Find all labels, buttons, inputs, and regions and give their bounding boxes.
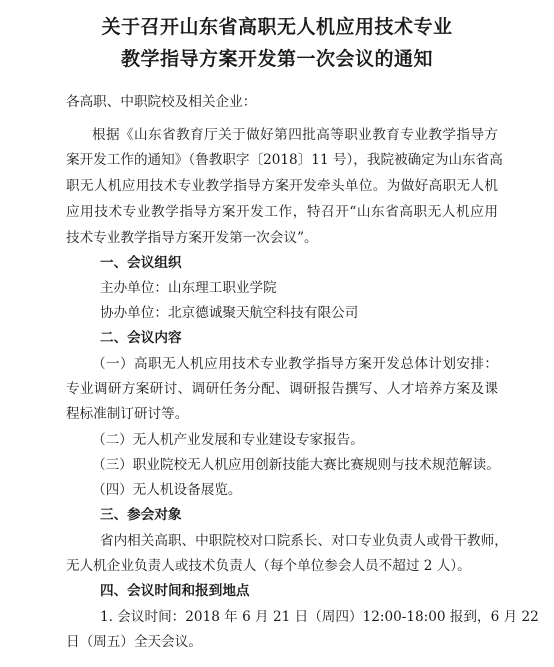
notice-title-line-2: 教学指导方案开发第一次会议的通知: [120, 48, 433, 70]
intro-line-2: 案开发工作的通知》（鲁教职字〔2018〕11 号），我院被确定为山东省高: [66, 152, 503, 168]
section-heading-time-place: 四、会议时间和报到地点: [100, 583, 250, 599]
content-item-3: （三）职业院校无人机应用创新技能大赛比赛规则与技术规范解读。: [92, 457, 500, 473]
salutation: 各高职、中职院校及相关企业：: [66, 94, 257, 110]
section-heading-content: 二、会议内容: [100, 330, 182, 346]
content-item-4: （四）无人机设备展览。: [92, 482, 242, 498]
attendees-line-2: 无人机企业负责人或技术负责人（每个单位参会人员不超过 2 人）。: [66, 558, 471, 574]
meeting-time-line-2: 日（周五）全天会议。: [66, 634, 202, 650]
section-heading-organization: 一、会议组织: [100, 255, 182, 271]
attendees-line-1: 省内相关高职、中职院校对口院系长、对口专业负责人或骨干教师，: [100, 533, 508, 549]
meeting-time-line-1: 1. 会议时间：2018 年 6 月 21 日（周四）12:00-18:00 报到，6 月 22: [100, 609, 539, 625]
co-host-unit: 协办单位：北京德诚聚天航空科技有限公司: [100, 305, 359, 321]
intro-line-1: 根据《山东省教育厅关于做好第四批高等职业教育专业教学指导方: [92, 127, 498, 143]
intro-line-4: 应用技术专业教学指导方案开发工作，特召开“山东省高职无人机应用: [66, 204, 498, 220]
section-heading-attendees: 三、参会对象: [100, 507, 182, 523]
notice-title-line-1: 关于召开山东省高职无人机应用技术专业: [101, 16, 453, 38]
content-item-1-line-3: 程标准制订研讨等。: [66, 406, 189, 422]
content-item-1-line-2: 专业调研方案研讨、调研任务分配、调研报告撰写、人才培养方案及课: [66, 381, 498, 397]
intro-line-5: 技术专业教学指导方案开发第一次会议”。: [66, 230, 318, 246]
intro-line-3: 职无人机应用技术专业教学指导方案开发牵头单位。为做好高职无人机: [66, 178, 498, 194]
content-item-1-line-1: （一）高职无人机应用技术专业教学指导方案开发总体计划安排：: [92, 356, 498, 372]
host-unit: 主办单位：山东理工职业学院: [100, 280, 277, 296]
content-item-2: （二）无人机产业发展和专业建设专家报告。: [92, 432, 364, 448]
